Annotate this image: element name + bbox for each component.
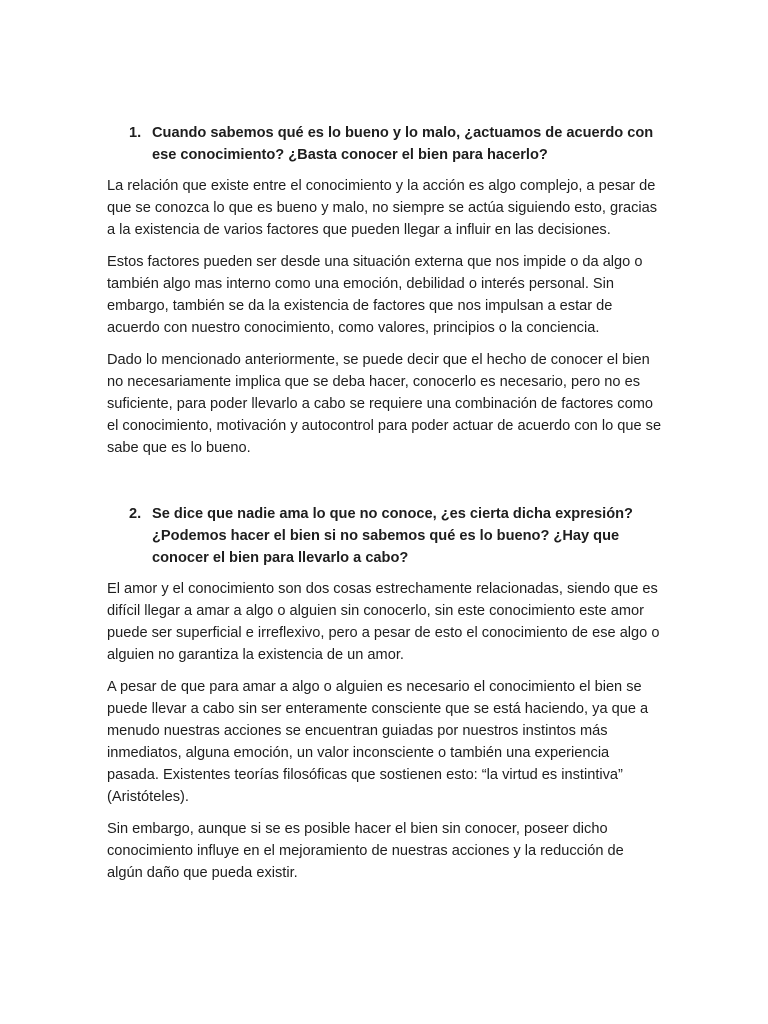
document-page [107, 122, 663, 894]
question-text: Se dice que nadie ama lo que no conoce, ¿es cierta dicha expresión? ¿Podemos hacer el bien si no sabemos qué es lo bueno? ¿Hay que conocer el bien para llevarlo a cabo? [152, 506, 633, 566]
question-number: 1. [129, 125, 142, 141]
section-2 [107, 503, 663, 884]
paragraph: A pesar de que para amar a algo o alguien es necesario el conocimiento el bien se puede llevar a cabo sin ser enteramente consciente que se está haciendo, ya que a menudo nuestras acciones se encuentran guiadas por nuestros instintos más inmediatos, alguna emoción, un valor inconsciente o también una experiencia pasada. Existentes teorías filosóficas que sostienen esto: “la virtud es instintiva” (Aristóteles). [107, 679, 649, 805]
paragraph: El amor y el conocimiento son dos cosas estrechamente relacionadas, siendo que es difícil llegar a amar a algo o alguien sin conocerlo, sin este conocimiento este amor puede ser superficial e irreflexivo, pero a pesar de esto el conocimiento de ese algo o alguien no garantiza la existencia de un amor. [107, 581, 660, 663]
paragraph: Sin embargo, aunque si se es posible hacer el bien sin conocer, poseer dicho conocimiento influye en el mejoramiento de nuestras acciones y la reducción de algún daño que pueda existir. [107, 821, 624, 881]
section-spacer [107, 469, 663, 503]
section-1 [107, 122, 663, 459]
paragraph: La relación que existe entre el conocimiento y la acción es algo complejo, a pesar de que se conozca lo que es bueno y malo, no siempre se actúa siguiendo esto, gracias a la existencia de varios factores que pueden llegar a influir en las decisiones. [107, 178, 658, 238]
paragraph: Estos factores pueden ser desde una situación externa que nos impide o da algo o también algo mas interno como una emoción, debilidad o interés personal. Sin embargo, también se da la existencia de factores que nos impulsan a estar de acuerdo con nuestro conocimiento, como valores, principios o la conciencia. [107, 254, 643, 336]
question-text: Cuando sabemos qué es lo bueno y lo malo, ¿actuamos de acuerdo con ese conocimiento? ¿Basta conocer el bien para hacerlo? [152, 125, 654, 163]
question-heading [129, 122, 663, 166]
question-number: 2. [129, 506, 142, 522]
paragraph: Dado lo mencionado anteriormente, se puede decir que el hecho de conocer el bien no necesariamente implica que se deba hacer, conocerlo es necesario, pero no es suficiente, para poder llevarlo a cabo se requiere una combinación de factores como el conocimiento, motivación y autocontrol para poder actuar de acuerdo con lo que se sabe que es lo bueno. [107, 352, 662, 456]
question-heading [129, 503, 663, 569]
